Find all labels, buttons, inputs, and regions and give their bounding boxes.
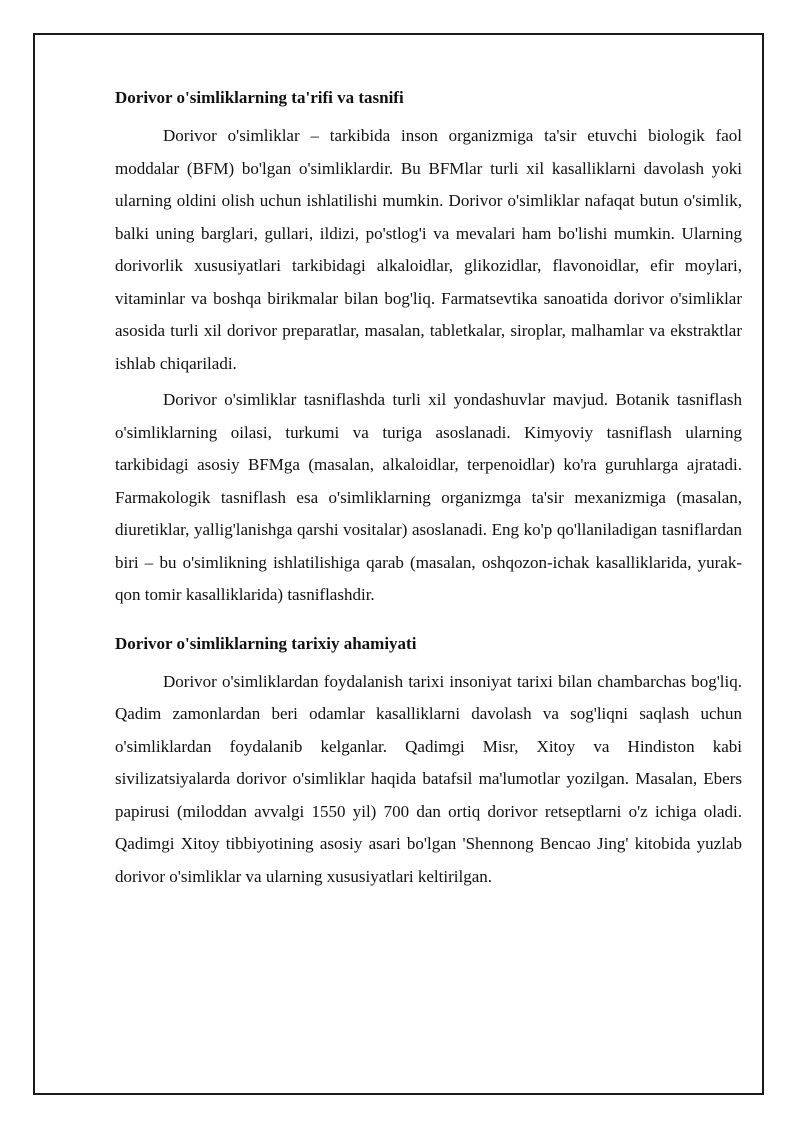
- paragraph: Dorivor o'simliklar – tarkibida inson organizmiga ta'sir etuvchi biologik faol moddalar (BFM) bo'lgan o'simliklardir. Bu BFMlar turli xil kasalliklarni davolash yoki ularning oldini olish uchun ishlatilishi mumkin. Dorivor o'simliklar nafaqat butun o'simlik, balki uning barglari, gullari, ildizi, po'stlog'i va mevalari ham bo'lishi mumkin. Ularning dorivorlik xususiyatlari tarkibidagi alkaloidlar, glikozidlar, flavonoidlar, efir moylari, vitaminlar va boshqa birikmalar bilan bog'liq. Farmatsevtika sanoatida dorivor o'simliklar asosida turli xil dorivor preparatlar, masalan, tabletkalar, siroplar, malhamlar va ekstraktlar ishlab chiqariladi.: [115, 126, 742, 373]
- paragraph: Dorivor o'simliklar tasniflashda turli xil yondashuvlar mavjud. Botanik tasniflash o'simliklarning oilasi, turkumi va turiga asoslanadi. Kimyoviy tasniflash ularning tarkibidagi asosiy BFMga (masalan, alkaloidlar, terpenoidlar) ko'ra guruhlarga ajratadi. Farmakologik tasniflash esa o'simliklarning organizmga ta'sir mexanizmiga (masalan, diuretiklar, yallig'lanishga qarshi vositalar) asoslanadi. Eng ko'p qo'llaniladigan tasniflardan biri – bu o'simlikning ishlatilishiga qarab (masalan, oshqozon-ichak kasalliklarida, yurak-qon tomir kasalliklarida) tasniflashdir.: [115, 390, 742, 604]
- paragraph: Dorivor o'simliklardan foydalanish tarixi insoniyat tarixi bilan chambarchas bog'liq. Qadim zamonlardan beri odamlar kasalliklarni davolash va sog'liqni saqlash uchun o'simliklardan foydalanib kelganlar. Qadimgi Misr, Xitoy va Hindiston kabi sivilizatsiyalarda dorivor o'simliklar haqida batafsil ma'lumotlar yozilgan. Masalan, Ebers papirusi (miloddan avvalgi 1550 yil) 700 dan ortiq dorivor retseptlarni o'z ichiga oladi. Qadimgi Xitoy tibbiyotining asosiy asari bo'lgan 'Shennong Bencao Jing' kitobida yuzlab dorivor o'simliklar va ularning xususiyatlari keltirilgan.: [115, 671, 742, 886]
- document-body: [115, 86, 742, 897]
- section-heading: Dorivor o'simliklarning ta'rifi va tasnifi: [115, 88, 404, 107]
- section-historical-significance: [115, 632, 742, 894]
- section-definition-classification: [115, 86, 742, 612]
- section-heading: Dorivor o'simliklarning tarixiy ahamiyati: [115, 633, 417, 653]
